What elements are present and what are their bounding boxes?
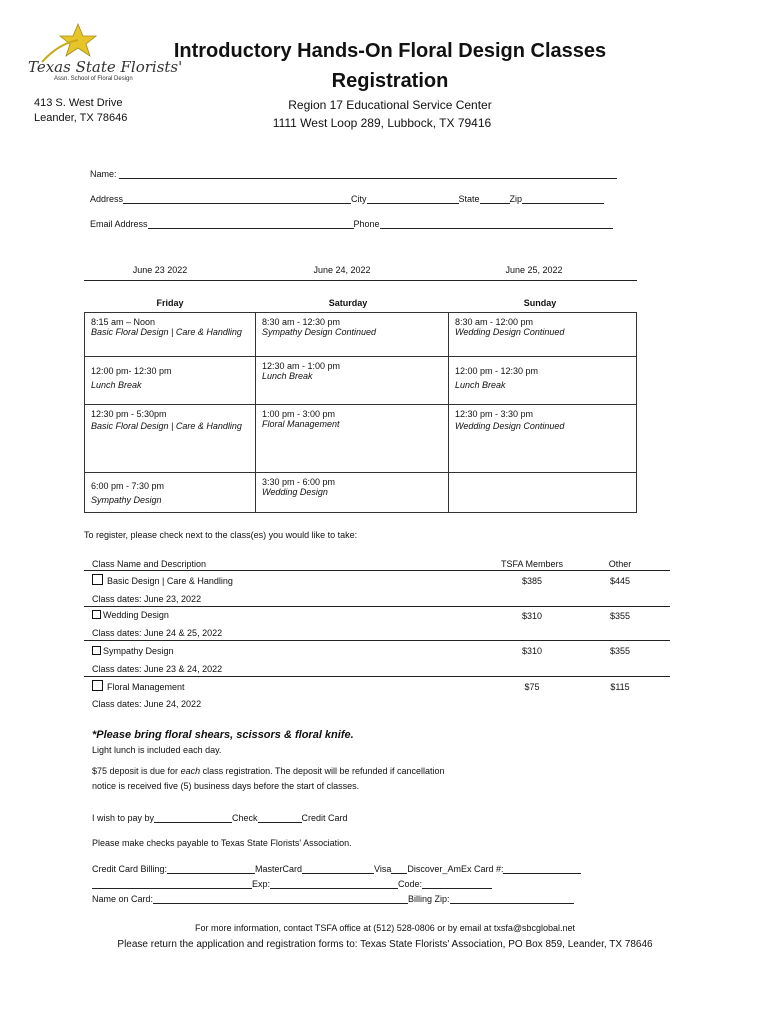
venue-line-2: 1111 West Loop 289, Lubbock, TX 79416	[272, 116, 492, 130]
return-instructions: Please return the application and registration forms to: Texas State Florists' Association, PO Box 859, Leander, TX 78646	[117, 939, 653, 950]
register-instructions: To register, please check next to the class(es) you would like to take:	[84, 530, 358, 540]
city-label: City	[351, 194, 367, 204]
class-row-sympathy-design[interactable]	[92, 646, 174, 656]
class-name: Wedding Design	[103, 610, 169, 620]
card-billing-row: Credit Card Billing: MasterCard Visa Discover_AmEx Card #:	[92, 863, 581, 874]
name-field[interactable]	[90, 168, 617, 179]
check-option: Check	[232, 813, 258, 823]
email-row	[90, 218, 613, 229]
page-title	[150, 36, 630, 96]
class-price-other: $355	[609, 646, 631, 656]
class-row-divider	[84, 606, 670, 607]
schedule-cell: 8:15 am – Noon Basic Floral Design | Care & Handling	[85, 313, 256, 357]
date-sunday: June 25, 2022	[505, 265, 563, 275]
code-input[interactable]	[422, 878, 492, 889]
class-dates: Class dates: June 23, 2022	[92, 594, 202, 604]
date-friday: June 23 2022	[132, 265, 188, 275]
logo-subtitle: Assn. School of Floral Design	[54, 76, 133, 82]
contact-info: For more information, contact TSFA office at (512) 528-0806 or by email at txsfa@sbcglobal.net	[195, 923, 575, 933]
class-name: Sympathy Design	[103, 646, 174, 656]
basic-design-checkbox[interactable]	[92, 574, 103, 585]
wedding-design-checkbox[interactable]	[92, 610, 101, 619]
pay-by-blank[interactable]	[154, 812, 232, 823]
class-price-member: $310	[521, 611, 543, 621]
address-row	[90, 193, 604, 204]
visa-blank[interactable]	[391, 863, 407, 874]
title-line-2: Registration	[331, 70, 449, 92]
date-saturday: June 24, 2022	[313, 265, 371, 275]
exp-code-row: Exp: Code:	[92, 878, 492, 889]
class-dates: Class dates: June 23 & 24, 2022	[92, 664, 223, 674]
card-number-input[interactable]	[503, 863, 581, 874]
phone-label: Phone	[353, 219, 380, 229]
schedule-cell: 1:00 pm - 3:00 pm Floral Management	[256, 405, 449, 473]
class-row-floral-management[interactable]	[92, 680, 185, 692]
sympathy-design-checkbox[interactable]	[92, 646, 101, 655]
exp-input[interactable]	[270, 878, 398, 889]
class-name: Basic Design | Care & Handling	[107, 576, 233, 586]
schedule-cell: 12:00 pm - 12:30 pm Lunch Break	[449, 357, 637, 405]
day-sunday: Sunday	[523, 298, 557, 308]
bring-tools-note: *Please bring floral shears, scissors & floral knife.	[92, 729, 354, 741]
floral-management-checkbox[interactable]	[92, 680, 103, 691]
day-saturday: Saturday	[328, 298, 368, 308]
city-input[interactable]	[367, 193, 459, 204]
class-price-member: $385	[521, 576, 543, 586]
name-on-card-input[interactable]	[153, 893, 408, 904]
class-header-divider	[84, 570, 670, 571]
schedule-cell: 8:30 am - 12:00 pm Wedding Design Continued	[449, 313, 637, 357]
class-dates: Class dates: June 24, 2022	[92, 699, 202, 709]
phone-input[interactable]	[380, 218, 613, 229]
class-price-other: $445	[609, 576, 631, 586]
org-address-line-2: Leander, TX 78646	[34, 112, 128, 124]
schedule-cell: 12:00 pm- 12:30 pm Lunch Break	[85, 357, 256, 405]
zip-label: Zip	[509, 194, 523, 204]
billing-line-2[interactable]	[92, 878, 252, 889]
schedule-cell: 12:30 am - 1:00 pm Lunch Break	[256, 357, 449, 405]
schedule-cell	[449, 473, 637, 513]
class-price-other: $355	[609, 611, 631, 621]
address-label: Address	[90, 194, 124, 204]
col-tsfa-members: TSFA Members	[500, 559, 563, 569]
schedule-cell: 3:30 pm - 6:00 pm Wedding Design	[256, 473, 449, 513]
name-on-card-row: Name on Card: Billing Zip:	[92, 893, 574, 904]
logo-wordmark: Texas State Florists'	[28, 58, 183, 76]
venue-line-1: Region 17 Educational Service Center	[288, 98, 492, 112]
schedule-table	[84, 312, 637, 513]
date-divider	[84, 280, 637, 281]
class-price-member: $75	[524, 682, 540, 692]
schedule-cell: 6:00 pm - 7:30 pm Sympathy Design	[85, 473, 256, 513]
class-row-wedding-design[interactable]	[92, 610, 169, 620]
deposit-note: $75 deposit is due for each class registration. The deposit will be refunded if cancellation	[92, 766, 445, 776]
day-friday: Friday	[156, 298, 184, 308]
email-input[interactable]	[148, 218, 354, 229]
check-blank[interactable]	[258, 812, 302, 823]
billing-zip-input[interactable]	[450, 893, 574, 904]
logo	[26, 22, 183, 92]
state-input[interactable]	[480, 193, 510, 204]
org-address-line-1: 413 S. West Drive	[34, 97, 123, 109]
class-name: Floral Management	[107, 682, 185, 692]
billing-blank[interactable]	[167, 863, 255, 874]
address-input[interactable]	[123, 193, 351, 204]
mastercard-blank[interactable]	[302, 863, 374, 874]
schedule-cell: 12:30 pm - 5:30pm Basic Floral Design | Care & Handling	[85, 405, 256, 473]
payable-note: Please make checks payable to Texas State Florists' Association.	[92, 838, 352, 848]
name-label: Name:	[90, 169, 117, 179]
class-price-member: $310	[521, 646, 543, 656]
class-row-divider	[84, 640, 670, 641]
class-dates: Class dates: June 24 & 25, 2022	[92, 628, 223, 638]
payment-method-row: I wish to pay by Check Credit Card	[92, 813, 348, 823]
col-other: Other	[608, 559, 632, 569]
title-line-1: Introductory Hands-On Floral Design Classes	[173, 40, 607, 62]
col-class-name: Class Name and Description	[92, 559, 207, 569]
zip-input[interactable]	[522, 193, 604, 204]
schedule-cell: 8:30 am - 12:30 pm Sympathy Design Continued	[256, 313, 449, 357]
class-price-other: $115	[610, 682, 630, 692]
class-row-basic-design[interactable]	[92, 574, 233, 586]
schedule-cell: 12:30 pm - 3:30 pm Wedding Design Continued	[449, 405, 637, 473]
state-label: State	[458, 194, 480, 204]
email-label: Email Address	[90, 219, 148, 229]
lunch-note: Light lunch is included each day.	[92, 745, 222, 755]
deposit-note-line-2: notice is received five (5) business days before the start of classes.	[92, 781, 360, 791]
credit-card-option: Credit Card	[301, 813, 348, 823]
class-row-divider	[84, 676, 670, 677]
